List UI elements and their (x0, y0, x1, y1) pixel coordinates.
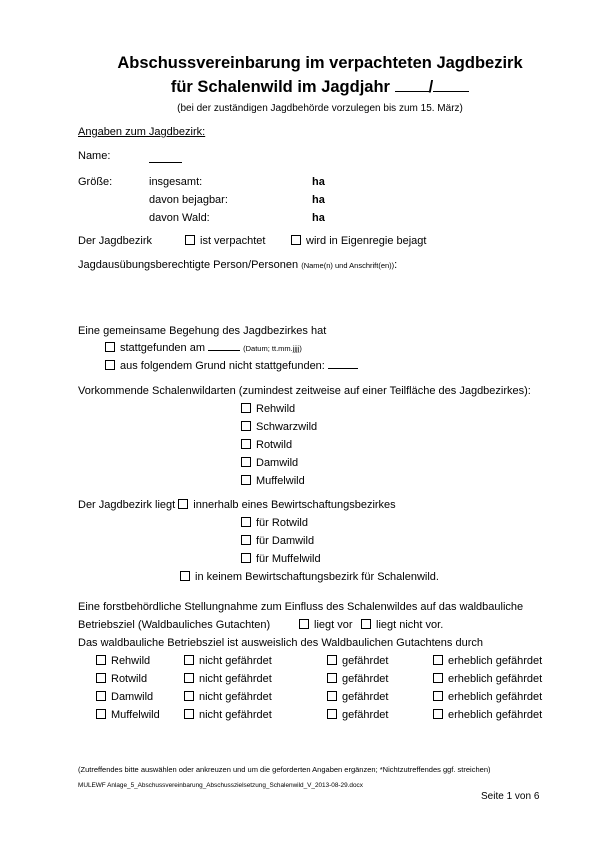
gefaehrdung-rehwild-nicht-gefaehrdet-label: nicht gefährdet (199, 655, 272, 667)
gefaehrdung-rotwild-erheblich-gefaehrdet[interactable] (433, 673, 542, 685)
checkbox-rotwild-nicht-gefaehrdet[interactable] (184, 673, 194, 683)
berechtigte-line (78, 259, 397, 271)
groesse-bejagbar-label: davon bejagbar: (149, 194, 228, 206)
stellungnahme-line-3: Das waldbauliche Betriebsziel ist ausweislich des Waldbaulichen Gutachtens durch (78, 637, 483, 649)
submission-note: (bei der zuständigen Jagdbehörde vorzulegen bis zum 15. März) (177, 103, 463, 114)
wildart-schwarzwild[interactable] (241, 421, 317, 433)
gefaehrdung-rehwild-erheblich-gefaehrdet[interactable] (433, 655, 542, 667)
groesse-label: Größe: (78, 176, 113, 188)
groesse-wald-unit: ha (312, 212, 325, 224)
gefaehrdung-muffelwild-gefaehrdet-label: gefährdet (342, 709, 389, 721)
gefaehrdung-rotwild-gefaehrdet-label: gefährdet (342, 673, 389, 685)
jagdjahr-slash: / (428, 78, 434, 96)
gefaehrdung-muffelwild-erheblich-gefaehrdet[interactable] (433, 709, 542, 721)
gefaehrdung-damwild-gefaehrdet-label: gefährdet (342, 691, 389, 703)
bewirtschaftung-keinem-label: in keinem Bewirtschaftungsbezirk für Schalenwild. (195, 571, 439, 583)
gefaehrdung-muffelwild-species[interactable] (96, 709, 160, 721)
checkbox-muffelwild-species[interactable] (96, 709, 106, 719)
groesse-wald-label: davon Wald: (149, 212, 210, 224)
bewirtschaftung-prefix: Der Jagdbezirk liegt (78, 499, 176, 511)
option-eigenregie-label: wird in Eigenregie bejagt (306, 235, 427, 247)
title-line-2-text: für Schalenwild im Jagdjahr (170, 78, 390, 96)
checkbox-muffelwild-nicht-gefaehrdet[interactable] (184, 709, 194, 719)
wildart-rehwild-label: Rehwild (256, 403, 296, 415)
checkbox-gutachten-nicht-vor[interactable] (361, 619, 371, 629)
gefaehrdung-muffelwild-nicht-gefaehrdet-label: nicht gefährdet (199, 709, 272, 721)
checkbox-rotwild-species[interactable] (96, 673, 106, 683)
groesse-insgesamt-label: insgesamt: (149, 176, 203, 188)
checkbox-damwild-gefaehrdet[interactable] (327, 691, 337, 701)
bewirtschaftung-line (78, 499, 396, 511)
bewirtschaftung-damwild[interactable] (241, 535, 314, 547)
checkbox-muffelwild-erheblich-gefaehrdet[interactable] (433, 709, 443, 719)
stellungnahme-line-2: Betriebsziel (Waldbauliches Gutachten) (78, 619, 271, 631)
jagdbezirk-status-label: Der Jagdbezirk (78, 235, 152, 247)
checkbox-begehung-nicht[interactable] (105, 360, 115, 370)
checkbox-bewirtschaftung-muffelwild[interactable] (241, 553, 251, 563)
gefaehrdung-damwild-erheblich-gefaehrdet[interactable] (433, 691, 542, 703)
gefaehrdung-damwild-nicht-gefaehrdet[interactable] (184, 691, 272, 703)
checkbox-begehung-stattgefunden[interactable] (105, 342, 115, 352)
checkbox-wildart-rotwild[interactable] (241, 439, 251, 449)
gefaehrdung-muffelwild-species-label: Muffelwild (111, 709, 160, 721)
bewirtschaftung-rotwild[interactable] (241, 517, 308, 529)
option-verpachtet-label: ist verpachtet (200, 235, 266, 247)
berechtigte-colon: : (394, 259, 398, 271)
checkbox-bewirtschaftung-innerhalb[interactable] (178, 499, 188, 509)
option-verpachtet[interactable] (185, 235, 265, 247)
begehung-heading: Eine gemeinsame Begehung des Jagdbezirkes hat (78, 325, 327, 337)
stellungnahme-line-1: Eine forstbehördliche Stellungnahme zum Einfluss des Schalenwildes auf das waldbauliche (78, 601, 524, 613)
begehung-stattgefunden-label: stattgefunden am (120, 342, 206, 354)
page-number: Seite 1 von 6 (481, 791, 540, 802)
option-begehung-nicht[interactable] (105, 360, 358, 372)
gefaehrdung-damwild-species-label: Damwild (111, 691, 154, 703)
wildart-damwild[interactable] (241, 457, 298, 469)
bewirtschaftung-option-label: innerhalb eines Bewirtschaftungsbezirkes (193, 499, 396, 511)
wildart-damwild-label: Damwild (256, 457, 299, 469)
jagdjahr-end-field[interactable] (433, 90, 469, 92)
gefaehrdung-rehwild-erheblich-gefaehrdet-label: erheblich gefährdet (448, 655, 543, 667)
name-field[interactable] (149, 161, 182, 163)
gefaehrdung-muffelwild-erheblich-gefaehrdet-label: erheblich gefährdet (448, 709, 543, 721)
gefaehrdung-rehwild-nicht-gefaehrdet[interactable] (184, 655, 272, 667)
gefaehrdung-damwild-species[interactable] (96, 691, 153, 703)
gefaehrdung-rotwild-nicht-gefaehrdet[interactable] (184, 673, 272, 685)
gefaehrdung-rehwild-gefaehrdet-label: gefährdet (342, 655, 389, 667)
berechtigte-label: Jagdausübungsberechtigte Person/Personen (78, 259, 299, 271)
checkbox-wildart-muffelwild[interactable] (241, 475, 251, 485)
option-gutachten-vor[interactable] (299, 619, 353, 631)
gefaehrdung-damwild-nicht-gefaehrdet-label: nicht gefährdet (199, 691, 272, 703)
begehung-grund-field[interactable] (328, 367, 358, 369)
gefaehrdung-rehwild-species[interactable] (96, 655, 150, 667)
title-line-1: Abschussvereinbarung im verpachteten Jagdbezirk (117, 54, 523, 72)
wildart-schwarzwild-label: Schwarzwild (256, 421, 318, 433)
groesse-bejagbar-unit: ha (312, 194, 325, 206)
bewirtschaftung-rotwild-label: für Rotwild (256, 517, 308, 529)
wildart-rotwild-label: Rotwild (256, 439, 293, 451)
option-begehung-stattgefunden[interactable] (105, 342, 302, 354)
footer-note: (Zutreffendes bitte auswählen oder ankreuzen und um die geforderten Angaben ergänzen; *Nichtzutreffendes ggf. streichen) (78, 765, 491, 774)
bewirtschaftung-damwild-label: für Damwild (256, 535, 315, 547)
gefaehrdung-rotwild-gefaehrdet[interactable] (327, 673, 388, 685)
checkbox-rehwild-gefaehrdet[interactable] (327, 655, 337, 665)
gefaehrdung-damwild-erheblich-gefaehrdet-label: erheblich gefährdet (448, 691, 543, 703)
bewirtschaftung-keinem[interactable] (180, 571, 439, 583)
gefaehrdung-rehwild-species-label: Rehwild (111, 655, 151, 667)
checkbox-rehwild-erheblich-gefaehrdet[interactable] (433, 655, 443, 665)
groesse-insgesamt-unit: ha (312, 176, 325, 188)
option-gutachten-nicht-vor[interactable] (361, 619, 443, 631)
wildart-rotwild[interactable] (241, 439, 292, 451)
checkbox-rotwild-erheblich-gefaehrdet[interactable] (433, 673, 443, 683)
bewirtschaftung-muffelwild[interactable] (241, 553, 321, 565)
bezirk-heading: Angaben zum Jagdbezirk: (78, 126, 206, 138)
berechtigte-note: (Name(n) und Anschrift(en)) (301, 261, 395, 270)
gefaehrdung-rotwild-species-label: Rotwild (111, 673, 148, 685)
bewirtschaftung-muffelwild-label: für Muffelwild (256, 553, 321, 565)
gutachten-nicht-vor-label: liegt nicht vor. (376, 619, 444, 631)
begehung-date-note: (Datum; tt.mm.jjjj) (243, 344, 302, 353)
checkbox-bewirtschaftung-damwild[interactable] (241, 535, 251, 545)
checkbox-rotwild-gefaehrdet[interactable] (327, 673, 337, 683)
footer-filename: MULEWF Anlage_5_Abschussvereinbarung_Abschusszielsetzung_Schalenwild_V_2013-08-29.docx (78, 782, 363, 789)
gefaehrdung-rotwild-species[interactable] (96, 673, 147, 685)
checkbox-verpachtet[interactable] (185, 235, 195, 245)
option-eigenregie[interactable] (291, 235, 426, 247)
begehung-date-field[interactable] (208, 349, 240, 351)
gefaehrdung-muffelwild-nicht-gefaehrdet[interactable] (184, 709, 272, 721)
checkbox-damwild-nicht-gefaehrdet[interactable] (184, 691, 194, 701)
title-line-2 (0, 78, 595, 97)
gefaehrdung-damwild-gefaehrdet[interactable] (327, 691, 388, 703)
wildart-rehwild[interactable] (241, 403, 295, 415)
name-label: Name: (78, 150, 111, 162)
checkbox-wildart-schwarzwild[interactable] (241, 421, 251, 431)
gefaehrdung-rotwild-erheblich-gefaehrdet-label: erheblich gefährdet (448, 673, 543, 685)
gefaehrdung-rehwild-gefaehrdet[interactable] (327, 655, 388, 667)
gefaehrdung-muffelwild-gefaehrdet[interactable] (327, 709, 388, 721)
checkbox-wildart-rehwild[interactable] (241, 403, 251, 413)
checkbox-wildart-damwild[interactable] (241, 457, 251, 467)
gefaehrdung-rotwild-nicht-gefaehrdet-label: nicht gefährdet (199, 673, 272, 685)
checkbox-eigenregie[interactable] (291, 235, 301, 245)
wildart-muffelwild[interactable] (241, 475, 305, 487)
checkbox-rehwild-species[interactable] (96, 655, 106, 665)
checkbox-rehwild-nicht-gefaehrdet[interactable] (184, 655, 194, 665)
begehung-nicht-label: aus folgendem Grund nicht stattgefunden: (120, 360, 325, 372)
checkbox-bewirtschaftung-rotwild[interactable] (241, 517, 251, 527)
checkbox-bewirtschaftung-keinem[interactable] (180, 571, 190, 581)
jagdjahr-start-field[interactable] (395, 90, 429, 92)
wildarten-heading: Vorkommende Schalenwildarten (zumindest zeitweise auf einer Teilfläche des Jagdbezirkes): (78, 385, 531, 397)
gutachten-vor-label: liegt vor (314, 619, 353, 631)
wildart-muffelwild-label: Muffelwild (256, 475, 305, 487)
checkbox-damwild-erheblich-gefaehrdet[interactable] (433, 691, 443, 701)
checkbox-muffelwild-gefaehrdet[interactable] (327, 709, 337, 719)
checkbox-gutachten-vor[interactable] (299, 619, 309, 629)
checkbox-damwild-species[interactable] (96, 691, 106, 701)
